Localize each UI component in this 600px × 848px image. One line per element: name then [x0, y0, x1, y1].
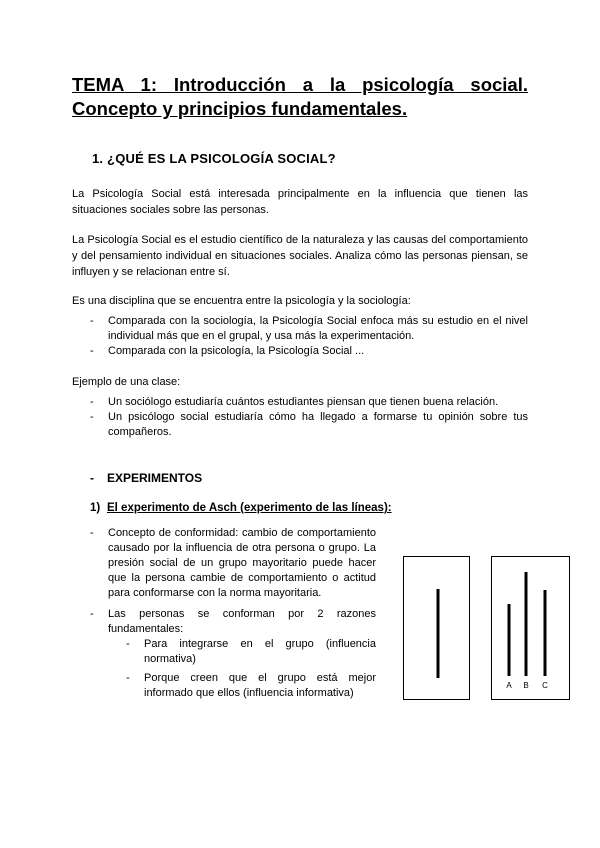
list-item-text: Para integrarse en el grupo (influencia normativa): [144, 638, 376, 665]
list-item: - Comparada con la psicología, la Psicología Social ...: [90, 345, 365, 357]
example-list: [72, 395, 528, 440]
list-item: - Las personas se conforman por 2 razones fundamentales: - Para integrarse en el grupo (influencia normativa) - Porque creen que el grupo está mejor informado que ellos (influencia informativa): [90, 608, 376, 699]
asch-list: [72, 526, 376, 701]
title-line-1: TEMA 1: Introducción a la psicología social.: [72, 74, 528, 95]
title-line-2: Concepto y principios fundamentales.: [72, 98, 408, 119]
label-c: C: [542, 681, 548, 690]
list-item: - Un sociólogo estudiaría cuántos estudiantes piensan que tienen buena relación.: [90, 396, 499, 408]
list-item: - Comparada con la sociología, la Psicología Social enfoca más su estudio en el nivel individual más que en el grupal, y usa más la experimentación.: [90, 315, 528, 342]
list-item: - Un psicólogo social estudiaría cómo ha llegado a formarse tu opinión sobre tus compañeros.: [90, 411, 528, 438]
paragraph-definition: La Psicología Social es el estudio científico de la naturaleza y las causas del comportamiento y del pensamiento individual en situaciones sociales. Analiza cómo las personas piensan, se influyen y se relacionan entre sí.: [72, 234, 528, 278]
comparison-card: [492, 557, 570, 700]
list-item-text: Comparada con la psicología, la Psicología Social ...: [108, 345, 365, 357]
experiments-heading: [90, 471, 202, 485]
list-item-text: Porque creen que el grupo está mejor informado que ellos (influencia informativa): [144, 672, 376, 699]
paragraph-intro: La Psicología Social está interesada principalmente en la influencia que tienen las situaciones sociales sobre las personas.: [72, 188, 528, 216]
list-item-text: Comparada con la sociología, la Psicología Social enfoca más su estudio en el nivel individual más que en el grupal, y usa más la experimentación.: [108, 315, 528, 342]
asch-heading: [90, 502, 392, 514]
list-item-text: Un psicólogo social estudiaría cómo ha llegado a formarse tu opinión sobre tus compañeros.: [108, 411, 528, 438]
list-item: - Para integrarse en el grupo (influencia normativa): [126, 638, 376, 665]
experiments-dash: -: [90, 471, 94, 485]
reasons-list: [108, 637, 376, 701]
list-item: - Porque creen que el grupo está mejor informado que ellos (influencia informativa): [126, 672, 376, 699]
section-heading: 1. ¿QUÉ ES LA PSICOLOGÍA SOCIAL?: [92, 151, 336, 166]
experiments-heading-text: EXPERIMENTOS: [107, 471, 203, 485]
document-title: [72, 73, 528, 121]
paragraph-discipline: Es una disciplina que se encuentra entre la psicología y la sociología:: [72, 295, 411, 307]
list-item-text: Las personas se conforman por 2 razones fundamentales:: [108, 608, 376, 635]
label-a: A: [506, 681, 512, 690]
list-item: - Concepto de conformidad: cambio de comportamiento causado por la influencia de otra persona o grupo. La presión social de un grupo mayoritario puede hacer que la persona cambie de comportamiento o actitud para conformarse con la norma mayoritaria.: [90, 527, 376, 599]
comparison-list: [72, 314, 528, 359]
asch-number: 1): [90, 502, 101, 514]
asch-lines-figure: [403, 556, 571, 706]
asch-heading-text: El experimento de Asch (experimento de las líneas):: [107, 502, 392, 514]
list-item-text: Un sociólogo estudiaría cuántos estudiantes piensan que tienen buena relación.: [108, 396, 499, 408]
label-b: B: [523, 681, 529, 690]
list-item-text: Concepto de conformidad: cambio de comportamiento causado por la influencia de otra persona o grupo. La presión social de un grupo mayoritario puede hacer que la persona cambie de comportamiento o actitud para conformarse con la norma mayoritaria.: [108, 527, 376, 599]
paragraph-example: Ejemplo de una clase:: [72, 376, 181, 388]
